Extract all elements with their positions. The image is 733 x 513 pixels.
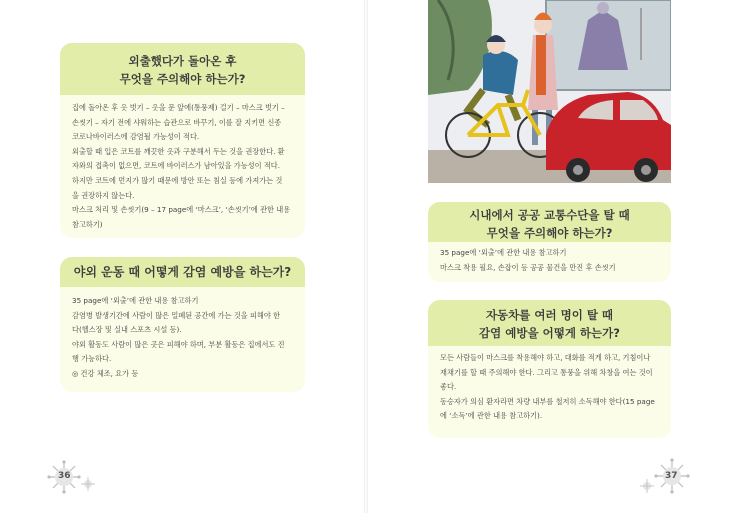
street-illustration (428, 0, 671, 183)
body-line: 외출할 때 입은 코트를 깨끗한 옷과 구분해서 두는 것을 권장한다. 환 (72, 146, 285, 156)
body-line: 행 가능하다. (72, 354, 112, 364)
card-body (440, 246, 661, 275)
card-carpool (428, 300, 671, 438)
body-line: 마스크 착용 필요, 손잡이 등 공공 물건을 만진 후 손씻기 (440, 262, 616, 272)
card-body (440, 351, 661, 424)
body-line: 좋다. (440, 382, 457, 392)
body-line: 감염병 발생기간에 사람이 많은 밀폐된 공간에 가는 것을 피해야 한 (72, 310, 281, 320)
body-line: 을 권장하지 않는다. (72, 190, 135, 200)
body-line: 35 page에 ‘외출’에 관한 내용 참고하기 (72, 296, 199, 305)
body-line: 재채기를 할 때 주의해야 한다. 그리고 통풍을 위해 차창을 여는 것이 (440, 367, 653, 377)
card-body (72, 294, 295, 382)
body-line: 모든 사람들이 마스크를 착용해야 하고, 대화를 적게 하고, 기침이나 (440, 353, 651, 362)
card-title-line: 외출했다가 돌아온 후 (128, 54, 237, 68)
card-title-line: 시내에서 공공 교통수단을 탈 때 (469, 208, 630, 222)
body-line: 자와의 접촉이 없으면, 코트에 바이러스가 남아있을 가능성이 적다. (72, 161, 281, 171)
body-line: 야외 활동도 사람이 많은 곳은 피해야 하며, 부분 활동은 집에서도 진 (72, 339, 285, 349)
body-line: 다(헬스장 및 실내 스포츠 시설 등). (72, 325, 182, 335)
page-number: 36 (58, 471, 71, 481)
body-line: 동승자가 의심 환자라면 차량 내부를 철저히 소독해야 한다(15 page (440, 396, 655, 406)
body-line: 참고하기) (72, 219, 103, 229)
card-title-line: 감염 예방을 어떻게 하는가? (479, 326, 620, 340)
card-title-line: 무엇을 주의해야 하는가? (486, 226, 613, 240)
body-line: 에 ‘소독’에 관한 내용 참고하기). (440, 411, 543, 421)
body-line: ◎ 건강 체조, 요가 등 (72, 368, 139, 378)
illustration-street-scene (428, 0, 671, 183)
body-line: 코로나바이러스에 감염될 가능성이 적다. (72, 132, 200, 142)
card-outdoor-exercise (60, 257, 305, 392)
card-title-line: 야외 운동 때 어떻게 감염 예방을 하는가? (73, 265, 292, 279)
card-title (428, 300, 671, 346)
page-number: 37 (665, 471, 678, 481)
body-line: 집에 돌아온 후 옷 벗기 – 옷을 문 앞에(통풍제) 걸기 – 마스크 벗기 – (72, 103, 285, 112)
body-line: 하지만 코트에 먼지가 많기 때문에 방안 또는 침실 등에 가져가는 것 (72, 175, 283, 185)
card-title (60, 257, 305, 287)
card-public-transport (428, 202, 671, 282)
body-line: 마스크 처리 및 손씻기(9 – 17 page에 ‘마스크’, ‘손씻기’에 관한 내용 (72, 205, 291, 215)
book-gutter (364, 0, 368, 513)
card-title-line: 자동차를 여러 명이 탈 때 (485, 308, 614, 322)
card-title-line: 무엇을 주의해야 하는가? (119, 72, 246, 86)
card-body (72, 101, 295, 232)
card-title (60, 43, 305, 95)
card-after-returning-home (60, 43, 305, 238)
body-line: 손씻기 – 자기 전에 샤워하는 습관으로 바꾸기, 이를 잘 지키면 신종 (72, 117, 282, 127)
virus-decoration-icon (46, 460, 96, 494)
card-title (428, 202, 671, 242)
body-line: 35 page에 ‘외출’에 관한 내용 참고하기 (440, 248, 567, 257)
